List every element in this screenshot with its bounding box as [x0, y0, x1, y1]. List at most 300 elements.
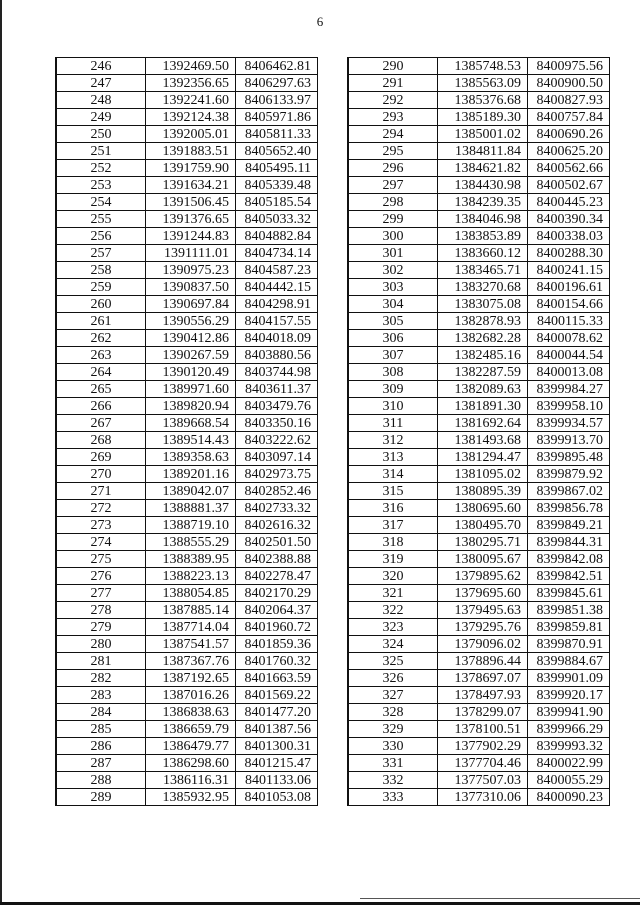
x-coordinate-cell: 1388881.37: [146, 500, 236, 517]
table-row: [348, 483, 610, 500]
x-coordinate-cell: 1383853.89: [438, 228, 528, 245]
point-number-cell: 325: [348, 653, 438, 670]
y-coordinate-cell: 8400055.29: [528, 772, 610, 789]
table-row: [348, 126, 610, 143]
table-row: [56, 721, 318, 738]
point-number-cell: 283: [56, 687, 146, 704]
y-coordinate-cell: 8399958.10: [528, 398, 610, 415]
y-coordinate-cell: 8401300.31: [236, 738, 318, 755]
point-number-cell: 267: [56, 415, 146, 432]
table-row: [56, 194, 318, 211]
x-coordinate-cell: 1385001.02: [438, 126, 528, 143]
y-coordinate-cell: 8400975.56: [528, 58, 610, 75]
point-number-cell: 318: [348, 534, 438, 551]
point-number-cell: 264: [56, 364, 146, 381]
point-number-cell: 304: [348, 296, 438, 313]
table-row: [348, 177, 610, 194]
point-number-cell: 295: [348, 143, 438, 160]
x-coordinate-cell: 1391883.51: [146, 143, 236, 160]
point-number-cell: 333: [348, 789, 438, 806]
y-coordinate-cell: 8399844.31: [528, 534, 610, 551]
y-coordinate-cell: 8399845.61: [528, 585, 610, 602]
x-coordinate-cell: 1379895.62: [438, 568, 528, 585]
x-coordinate-cell: 1383465.71: [438, 262, 528, 279]
table-row: [56, 330, 318, 347]
point-number-cell: 260: [56, 296, 146, 313]
x-coordinate-cell: 1392124.38: [146, 109, 236, 126]
table-row: [348, 636, 610, 653]
table-row: [348, 534, 610, 551]
point-number-cell: 313: [348, 449, 438, 466]
y-coordinate-cell: 8400625.20: [528, 143, 610, 160]
table-row: [348, 245, 610, 262]
x-coordinate-cell: 1386298.60: [146, 755, 236, 772]
point-number-cell: 252: [56, 160, 146, 177]
point-number-cell: 291: [348, 75, 438, 92]
y-coordinate-cell: 8400241.15: [528, 262, 610, 279]
table-row: [348, 313, 610, 330]
point-number-cell: 256: [56, 228, 146, 245]
table-row: [56, 755, 318, 772]
point-number-cell: 275: [56, 551, 146, 568]
x-coordinate-cell: 1388054.85: [146, 585, 236, 602]
table-row: [56, 687, 318, 704]
x-coordinate-cell: 1385748.53: [438, 58, 528, 75]
table-row: [56, 653, 318, 670]
point-number-cell: 289: [56, 789, 146, 806]
x-coordinate-cell: 1389971.60: [146, 381, 236, 398]
y-coordinate-cell: 8404882.84: [236, 228, 318, 245]
table-row: [348, 789, 610, 806]
table-row: [348, 75, 610, 92]
y-coordinate-cell: 8403222.62: [236, 432, 318, 449]
x-coordinate-cell: 1377507.03: [438, 772, 528, 789]
table-row: [56, 432, 318, 449]
table-row: [56, 160, 318, 177]
point-number-cell: 320: [348, 568, 438, 585]
point-number-cell: 324: [348, 636, 438, 653]
point-number-cell: 329: [348, 721, 438, 738]
y-coordinate-cell: 8400757.84: [528, 109, 610, 126]
table-row: [56, 313, 318, 330]
x-coordinate-cell: 1380495.70: [438, 517, 528, 534]
x-coordinate-cell: 1390837.50: [146, 279, 236, 296]
y-coordinate-cell: 8402278.47: [236, 568, 318, 585]
x-coordinate-cell: 1387367.76: [146, 653, 236, 670]
table-row: [348, 262, 610, 279]
point-number-cell: 254: [56, 194, 146, 211]
x-coordinate-cell: 1378100.51: [438, 721, 528, 738]
y-coordinate-cell: 8399859.81: [528, 619, 610, 636]
point-number-cell: 317: [348, 517, 438, 534]
x-coordinate-cell: 1386659.79: [146, 721, 236, 738]
point-number-cell: 274: [56, 534, 146, 551]
x-coordinate-cell: 1382682.28: [438, 330, 528, 347]
x-coordinate-cell: 1391506.45: [146, 194, 236, 211]
point-number-cell: 312: [348, 432, 438, 449]
table-row: [56, 279, 318, 296]
table-row: [56, 670, 318, 687]
y-coordinate-cell: 8401663.59: [236, 670, 318, 687]
y-coordinate-cell: 8400013.08: [528, 364, 610, 381]
point-number-cell: 277: [56, 585, 146, 602]
point-number-cell: 262: [56, 330, 146, 347]
table-row: [56, 551, 318, 568]
y-coordinate-cell: 8400115.33: [528, 313, 610, 330]
y-coordinate-cell: 8405652.40: [236, 143, 318, 160]
y-coordinate-cell: 8399856.78: [528, 500, 610, 517]
table-row: [56, 517, 318, 534]
table-row: [56, 585, 318, 602]
y-coordinate-cell: 8405339.48: [236, 177, 318, 194]
x-coordinate-cell: 1381891.30: [438, 398, 528, 415]
table-row: [348, 58, 610, 75]
table-row: [348, 211, 610, 228]
x-coordinate-cell: 1380695.60: [438, 500, 528, 517]
table-row: [56, 211, 318, 228]
x-coordinate-cell: 1379495.63: [438, 602, 528, 619]
y-coordinate-cell: 8400445.23: [528, 194, 610, 211]
point-number-cell: 290: [348, 58, 438, 75]
table-row: [56, 245, 318, 262]
table-row: [348, 296, 610, 313]
x-coordinate-cell: 1391634.21: [146, 177, 236, 194]
y-coordinate-cell: 8400338.03: [528, 228, 610, 245]
y-coordinate-cell: 8399884.67: [528, 653, 610, 670]
x-coordinate-cell: 1391111.01: [146, 245, 236, 262]
table-row: [348, 619, 610, 636]
point-number-cell: 263: [56, 347, 146, 364]
y-coordinate-cell: 8400022.99: [528, 755, 610, 772]
point-number-cell: 326: [348, 670, 438, 687]
x-coordinate-cell: 1392469.50: [146, 58, 236, 75]
x-coordinate-cell: 1378299.07: [438, 704, 528, 721]
table-row: [348, 415, 610, 432]
x-coordinate-cell: 1379096.02: [438, 636, 528, 653]
y-coordinate-cell: 8399870.91: [528, 636, 610, 653]
x-coordinate-cell: 1385932.95: [146, 789, 236, 806]
x-coordinate-cell: 1383075.08: [438, 296, 528, 313]
table-row: [56, 177, 318, 194]
table-row: [56, 143, 318, 160]
scan-edge-line: [360, 898, 640, 899]
point-number-cell: 280: [56, 636, 146, 653]
x-coordinate-cell: 1392005.01: [146, 126, 236, 143]
y-coordinate-cell: 8400078.62: [528, 330, 610, 347]
x-coordinate-cell: 1381692.64: [438, 415, 528, 432]
point-number-cell: 302: [348, 262, 438, 279]
point-number-cell: 247: [56, 75, 146, 92]
table-row: [56, 415, 318, 432]
point-number-cell: 250: [56, 126, 146, 143]
table-row: [56, 483, 318, 500]
y-coordinate-cell: 8404587.23: [236, 262, 318, 279]
table-row: [348, 755, 610, 772]
point-number-cell: 331: [348, 755, 438, 772]
x-coordinate-cell: 1390556.29: [146, 313, 236, 330]
x-coordinate-cell: 1385563.09: [438, 75, 528, 92]
point-number-cell: 330: [348, 738, 438, 755]
point-number-cell: 292: [348, 92, 438, 109]
point-number-cell: 294: [348, 126, 438, 143]
table-row: [348, 466, 610, 483]
y-coordinate-cell: 8400690.26: [528, 126, 610, 143]
y-coordinate-cell: 8404442.15: [236, 279, 318, 296]
x-coordinate-cell: 1379295.76: [438, 619, 528, 636]
table-row: [56, 534, 318, 551]
y-coordinate-cell: 8404018.09: [236, 330, 318, 347]
table-row: [56, 772, 318, 789]
x-coordinate-cell: 1380295.71: [438, 534, 528, 551]
x-coordinate-cell: 1383270.68: [438, 279, 528, 296]
point-number-cell: 249: [56, 109, 146, 126]
y-coordinate-cell: 8404157.55: [236, 313, 318, 330]
point-number-cell: 301: [348, 245, 438, 262]
coordinates-table-right: [347, 57, 610, 806]
y-coordinate-cell: 8399941.90: [528, 704, 610, 721]
x-coordinate-cell: 1391759.90: [146, 160, 236, 177]
table-row: [348, 398, 610, 415]
y-coordinate-cell: 8399849.21: [528, 517, 610, 534]
table-row: [56, 109, 318, 126]
x-coordinate-cell: 1386838.63: [146, 704, 236, 721]
table-row: [56, 500, 318, 517]
table-row: [348, 381, 610, 398]
point-number-cell: 327: [348, 687, 438, 704]
y-coordinate-cell: 8399901.09: [528, 670, 610, 687]
point-number-cell: 306: [348, 330, 438, 347]
point-number-cell: 257: [56, 245, 146, 262]
table-row: [56, 347, 318, 364]
x-coordinate-cell: 1392356.65: [146, 75, 236, 92]
x-coordinate-cell: 1387714.04: [146, 619, 236, 636]
point-number-cell: 265: [56, 381, 146, 398]
x-coordinate-cell: 1383660.12: [438, 245, 528, 262]
x-coordinate-cell: 1381294.47: [438, 449, 528, 466]
point-number-cell: 261: [56, 313, 146, 330]
x-coordinate-cell: 1378697.07: [438, 670, 528, 687]
x-coordinate-cell: 1389358.63: [146, 449, 236, 466]
y-coordinate-cell: 8400562.66: [528, 160, 610, 177]
point-number-cell: 282: [56, 670, 146, 687]
table-row: [348, 568, 610, 585]
y-coordinate-cell: 8405495.11: [236, 160, 318, 177]
y-coordinate-cell: 8402064.37: [236, 602, 318, 619]
y-coordinate-cell: 8401569.22: [236, 687, 318, 704]
x-coordinate-cell: 1382287.59: [438, 364, 528, 381]
y-coordinate-cell: 8399895.48: [528, 449, 610, 466]
table-row: [348, 653, 610, 670]
point-number-cell: 328: [348, 704, 438, 721]
point-number-cell: 296: [348, 160, 438, 177]
x-coordinate-cell: 1387885.14: [146, 602, 236, 619]
table-row: [348, 364, 610, 381]
page-number: 6: [316, 14, 324, 29]
y-coordinate-cell: 8402616.32: [236, 517, 318, 534]
y-coordinate-cell: 8401053.08: [236, 789, 318, 806]
point-number-cell: 271: [56, 483, 146, 500]
y-coordinate-cell: 8403880.56: [236, 347, 318, 364]
table-row: [348, 670, 610, 687]
y-coordinate-cell: 8400900.50: [528, 75, 610, 92]
point-number-cell: 278: [56, 602, 146, 619]
point-number-cell: 323: [348, 619, 438, 636]
point-number-cell: 253: [56, 177, 146, 194]
point-number-cell: 266: [56, 398, 146, 415]
point-number-cell: 251: [56, 143, 146, 160]
y-coordinate-cell: 8399867.02: [528, 483, 610, 500]
table-row: [348, 602, 610, 619]
x-coordinate-cell: 1387016.26: [146, 687, 236, 704]
y-coordinate-cell: 8401387.56: [236, 721, 318, 738]
x-coordinate-cell: 1378497.93: [438, 687, 528, 704]
x-coordinate-cell: 1384239.35: [438, 194, 528, 211]
table-row: [348, 772, 610, 789]
point-number-cell: 288: [56, 772, 146, 789]
point-number-cell: 321: [348, 585, 438, 602]
table-row: [348, 449, 610, 466]
y-coordinate-cell: 8406297.63: [236, 75, 318, 92]
y-coordinate-cell: 8402973.75: [236, 466, 318, 483]
scan-edge-left: [0, 0, 2, 905]
point-number-cell: 269: [56, 449, 146, 466]
y-coordinate-cell: 8405033.32: [236, 211, 318, 228]
table-row: [56, 126, 318, 143]
x-coordinate-cell: 1389042.07: [146, 483, 236, 500]
table-row: [56, 738, 318, 755]
y-coordinate-cell: 8400390.34: [528, 211, 610, 228]
y-coordinate-cell: 8402733.32: [236, 500, 318, 517]
x-coordinate-cell: 1382485.16: [438, 347, 528, 364]
x-coordinate-cell: 1390412.86: [146, 330, 236, 347]
y-coordinate-cell: 8399879.92: [528, 466, 610, 483]
point-number-cell: 319: [348, 551, 438, 568]
y-coordinate-cell: 8400154.66: [528, 296, 610, 313]
table-row: [348, 517, 610, 534]
point-number-cell: 284: [56, 704, 146, 721]
y-coordinate-cell: 8401133.06: [236, 772, 318, 789]
y-coordinate-cell: 8403611.37: [236, 381, 318, 398]
table-row: [56, 58, 318, 75]
y-coordinate-cell: 8400502.67: [528, 177, 610, 194]
point-number-cell: 279: [56, 619, 146, 636]
table-row: [348, 143, 610, 160]
table-row: [348, 738, 610, 755]
table-row: [56, 364, 318, 381]
point-number-cell: 272: [56, 500, 146, 517]
table-row: [56, 636, 318, 653]
point-number-cell: 322: [348, 602, 438, 619]
x-coordinate-cell: 1390975.23: [146, 262, 236, 279]
table-row: [56, 228, 318, 245]
point-number-cell: 246: [56, 58, 146, 75]
x-coordinate-cell: 1386479.77: [146, 738, 236, 755]
y-coordinate-cell: 8399851.38: [528, 602, 610, 619]
y-coordinate-cell: 8399966.29: [528, 721, 610, 738]
y-coordinate-cell: 8405185.54: [236, 194, 318, 211]
table-row: [56, 568, 318, 585]
table-row: [348, 500, 610, 517]
table-row: [348, 704, 610, 721]
point-number-cell: 293: [348, 109, 438, 126]
y-coordinate-cell: 8405811.33: [236, 126, 318, 143]
y-coordinate-cell: 8406133.97: [236, 92, 318, 109]
x-coordinate-cell: 1382878.93: [438, 313, 528, 330]
table-row: [56, 92, 318, 109]
point-number-cell: 285: [56, 721, 146, 738]
table-row: [56, 262, 318, 279]
x-coordinate-cell: 1391244.83: [146, 228, 236, 245]
y-coordinate-cell: 8405971.86: [236, 109, 318, 126]
x-coordinate-cell: 1389201.16: [146, 466, 236, 483]
x-coordinate-cell: 1388389.95: [146, 551, 236, 568]
y-coordinate-cell: 8399934.57: [528, 415, 610, 432]
x-coordinate-cell: 1384621.82: [438, 160, 528, 177]
x-coordinate-cell: 1388719.10: [146, 517, 236, 534]
table-row: [348, 721, 610, 738]
x-coordinate-cell: 1379695.60: [438, 585, 528, 602]
y-coordinate-cell: 8401477.20: [236, 704, 318, 721]
point-number-cell: 281: [56, 653, 146, 670]
x-coordinate-cell: 1378896.44: [438, 653, 528, 670]
table-row: [348, 330, 610, 347]
point-number-cell: 258: [56, 262, 146, 279]
table-row: [348, 228, 610, 245]
x-coordinate-cell: 1390120.49: [146, 364, 236, 381]
y-coordinate-cell: 8400196.61: [528, 279, 610, 296]
point-number-cell: 332: [348, 772, 438, 789]
x-coordinate-cell: 1377310.06: [438, 789, 528, 806]
point-number-cell: 299: [348, 211, 438, 228]
x-coordinate-cell: 1385376.68: [438, 92, 528, 109]
y-coordinate-cell: 8402170.29: [236, 585, 318, 602]
point-number-cell: 270: [56, 466, 146, 483]
point-number-cell: 248: [56, 92, 146, 109]
table-row: [348, 551, 610, 568]
y-coordinate-cell: 8399984.27: [528, 381, 610, 398]
x-coordinate-cell: 1380895.39: [438, 483, 528, 500]
x-coordinate-cell: 1384046.98: [438, 211, 528, 228]
x-coordinate-cell: 1377704.46: [438, 755, 528, 772]
y-coordinate-cell: 8403479.76: [236, 398, 318, 415]
point-number-cell: 276: [56, 568, 146, 585]
point-number-cell: 308: [348, 364, 438, 381]
table-row: [348, 160, 610, 177]
table-row: [348, 109, 610, 126]
y-coordinate-cell: 8403350.16: [236, 415, 318, 432]
y-coordinate-cell: 8404298.91: [236, 296, 318, 313]
point-number-cell: 311: [348, 415, 438, 432]
y-coordinate-cell: 8403744.98: [236, 364, 318, 381]
point-number-cell: 286: [56, 738, 146, 755]
y-coordinate-cell: 8400288.30: [528, 245, 610, 262]
point-number-cell: 255: [56, 211, 146, 228]
point-number-cell: 287: [56, 755, 146, 772]
x-coordinate-cell: 1389514.43: [146, 432, 236, 449]
x-coordinate-cell: 1390267.59: [146, 347, 236, 364]
x-coordinate-cell: 1391376.65: [146, 211, 236, 228]
point-number-cell: 314: [348, 466, 438, 483]
x-coordinate-cell: 1388223.13: [146, 568, 236, 585]
point-number-cell: 310: [348, 398, 438, 415]
table-row: [348, 432, 610, 449]
x-coordinate-cell: 1389668.54: [146, 415, 236, 432]
point-number-cell: 273: [56, 517, 146, 534]
table-row: [348, 92, 610, 109]
x-coordinate-cell: 1387541.57: [146, 636, 236, 653]
y-coordinate-cell: 8402388.88: [236, 551, 318, 568]
point-number-cell: 268: [56, 432, 146, 449]
